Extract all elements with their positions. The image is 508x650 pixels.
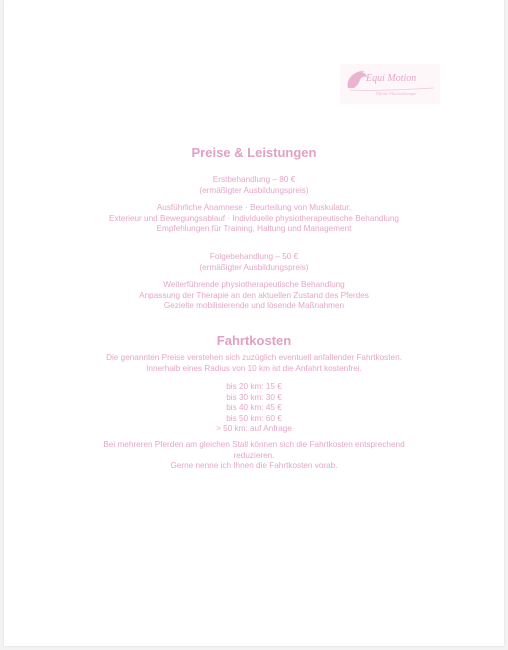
- travel-heading: Fahrtkosten: [216, 333, 292, 348]
- travel-intro: [4, 353, 504, 374]
- rate-item: bis 40 km: 45 €: [226, 403, 282, 412]
- logo: [340, 64, 440, 104]
- rate-item: bis 50 km: 60 €: [226, 413, 282, 423]
- detail-line: Weiterführende physiotherapeutische Behandlung: [163, 280, 345, 289]
- outro-line: Bei mehreren Pferden am gleichen Stall können sich die Fahrtkosten entsprechend: [103, 440, 405, 449]
- rate-item: bis 30 km: 30 €: [226, 392, 282, 402]
- pricing-heading: Preise & Leistungen: [191, 145, 317, 160]
- follow-treatment-label: Folgebehandlung – 50 €: [209, 252, 299, 261]
- first-treatment: [4, 175, 504, 196]
- detail-line: Empfehlungen für Training, Haltung und Management: [156, 224, 352, 233]
- outro-line: reduzieren.: [233, 450, 275, 460]
- detail-line: Exterieur und Bewegungsablauf · Individuelle physiotherapeutische Behandlung: [109, 213, 399, 223]
- document-page: [4, 0, 504, 646]
- logo-tagline: Pferde Physiotherapie: [376, 91, 417, 96]
- logo-brand: Equi Motion: [366, 73, 417, 84]
- follow-treatment: [4, 252, 504, 273]
- follow-treatment-details: [4, 280, 504, 312]
- rate-item: > 50 km: auf Anfrage: [216, 424, 292, 433]
- rate-item: bis 20 km: 15 €: [226, 382, 282, 391]
- detail-line: Gezielte mobilisierende und lösende Maßnahmen: [163, 301, 345, 310]
- travel-rates: [4, 382, 504, 435]
- horse-head-icon: [340, 64, 440, 104]
- first-treatment-details: [4, 203, 504, 235]
- outro-line: Gerne nenne ich Ihnen die Fahrtkosten vorab.: [170, 461, 338, 470]
- detail-line: Anpassung der Therapie an den aktuellen Zustand des Pferdes: [139, 290, 369, 300]
- first-treatment-note: (ermäßigter Ausbildungspreis): [199, 185, 309, 195]
- follow-treatment-note: (ermäßigter Ausbildungspreis): [199, 262, 309, 272]
- intro-line: Die genannten Preise verstehen sich zuzüglich eventuell anfallender Fahrtkosten.: [106, 353, 402, 362]
- first-treatment-label: Erstbehandlung – 80 €: [212, 175, 296, 184]
- detail-line: Ausführliche Anamnese · Beurteilung von Muskulatur,: [156, 203, 352, 212]
- intro-line: Innerhalb eines Radius von 10 km ist die Anfahrt kostenfrei.: [146, 363, 362, 373]
- travel-outro: [4, 440, 504, 472]
